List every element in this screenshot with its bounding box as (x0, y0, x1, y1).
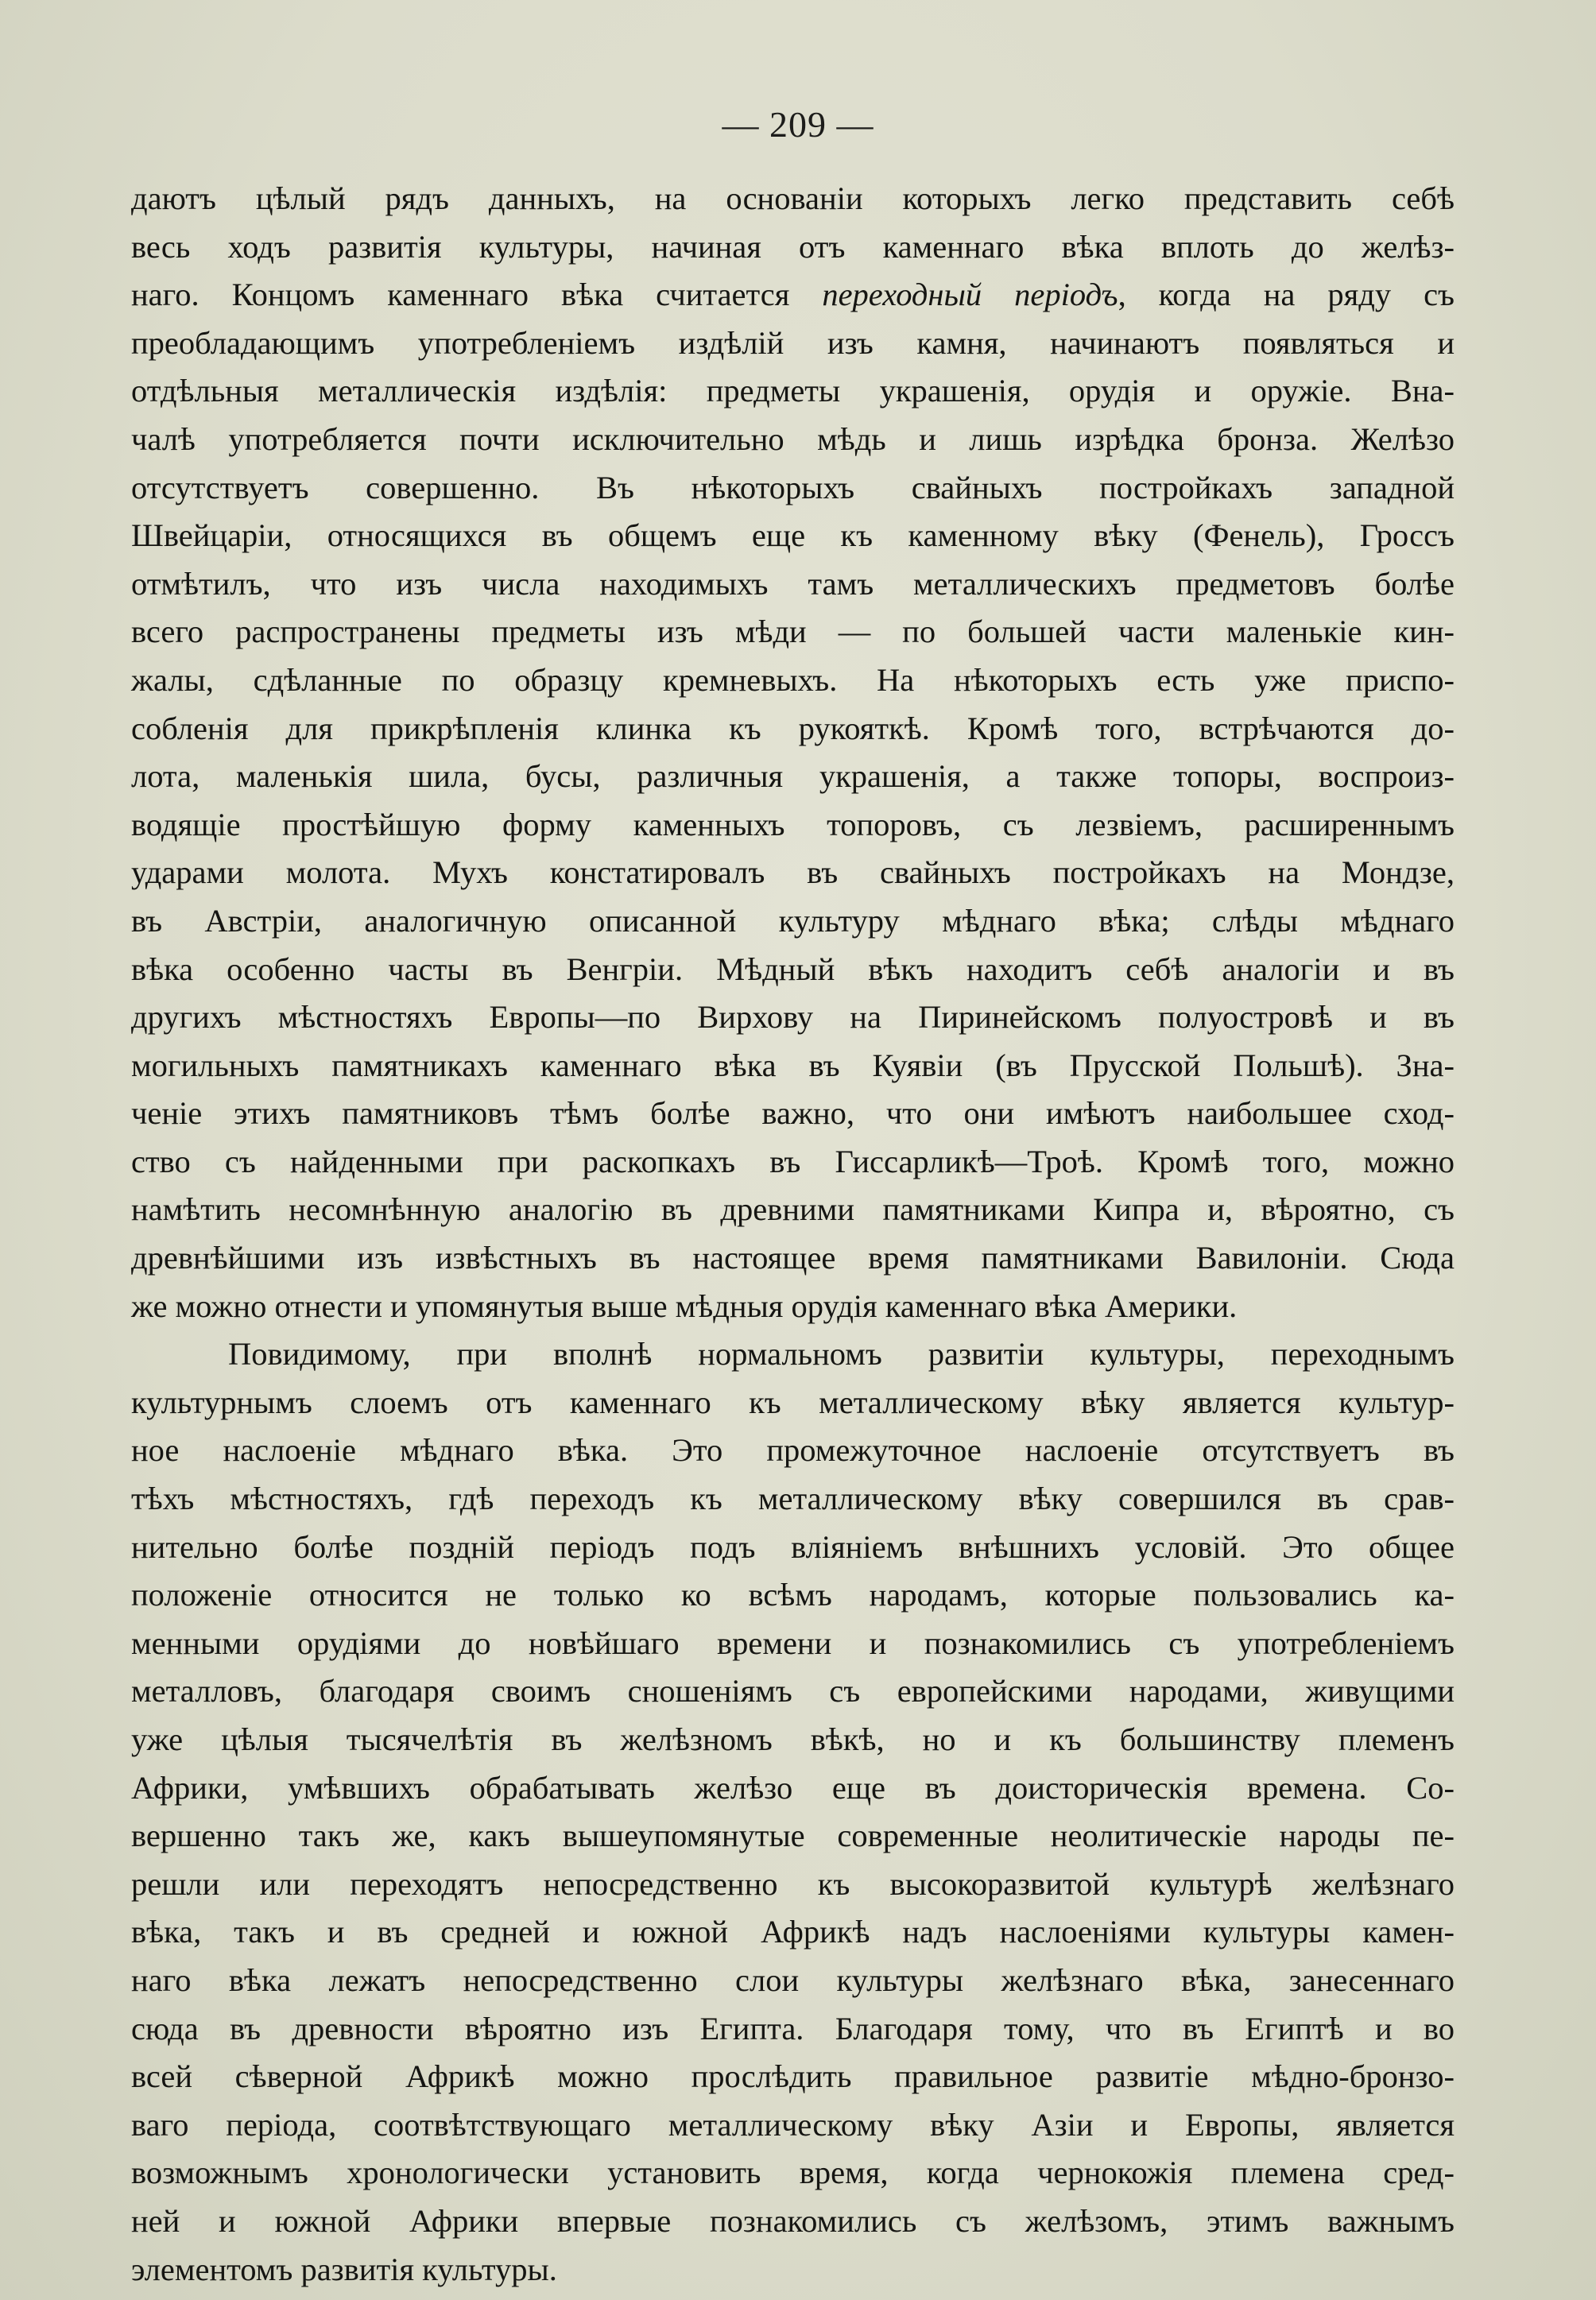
body-text (131, 175, 1455, 2294)
text-line: чалѣ употребляется почти исключительно мѣдь и лишь изрѣдка бронза. Желѣзо (131, 420, 1455, 457)
text-line: отсутствуетъ совершенно. Въ нѣкоторыхъ свайныхъ постройкахъ западной (131, 469, 1455, 505)
text-line: ней и южной Африки впервые познакомились съ желѣзомъ, этимъ важнымъ (131, 2202, 1455, 2239)
paragraph-1 (131, 175, 1455, 1330)
text-line: вѣка, такъ и въ средней и южной Африкѣ надъ наслоеніями культуры камен- (131, 1914, 1455, 1950)
text-line: отмѣтилъ, что изъ числа находимыхъ тамъ металлическихъ предметовъ болѣе (131, 565, 1455, 602)
text-line: лота, маленькія шила, бусы, различныя украшенія, а также топоры, воспроиз- (131, 758, 1455, 795)
text-line: положеніе относится не только ко всѣмъ народамъ, которые пользовались ка- (131, 1577, 1455, 1613)
text-line: вѣка особенно часты въ Венгріи. Мѣдный вѣкъ находитъ себѣ аналогіи и въ (131, 951, 1455, 987)
text-line: ченіе этихъ памятниковъ тѣмъ болѣе важно, что они имѣютъ наибольшее сход- (131, 1095, 1455, 1132)
paragraph-2 (131, 1330, 1455, 2294)
text-line: ваго періода, соотвѣтствующаго металлическому вѣку Азіи и Европы, является (131, 2106, 1455, 2143)
text-line: возможнымъ хронологически установить время, когда чернокожія племена сред- (131, 2155, 1455, 2191)
text-line: менными орудіями до новѣйшаго времени и познакомились съ употребленіемъ (131, 1624, 1455, 1661)
text-line: водящіе простѣйшую форму каменныхъ топоровъ, съ лезвіемъ, расширеннымъ (131, 806, 1455, 842)
text-line: ное наслоеніе мѣднаго вѣка. Это промежуточное наслоеніе отсутствуетъ въ (131, 1432, 1455, 1469)
text-line: металловъ, благодаря своимъ сношеніямъ съ европейскими народами, живущими (131, 1673, 1455, 1710)
text-line: преобладающимъ употребленіемъ издѣлій изъ камня, начинаютъ появляться и (131, 324, 1455, 361)
text-line: даютъ цѣлый рядъ данныхъ, на основаніи которыхъ легко представить себѣ (131, 180, 1455, 216)
text-line: уже цѣлыя тысячелѣтія въ желѣзномъ вѣкѣ, но и къ большинству племенъ (131, 1721, 1455, 1757)
text-line: нительно болѣе поздній періодъ подъ вліяніемъ внѣшнихъ условій. Это общее (131, 1528, 1455, 1565)
emphasized-term: переходный періодъ (822, 277, 1118, 313)
text-line: решли или переходятъ непосредственно къ высокоразвитой культурѣ желѣзнаго (131, 1865, 1455, 1902)
text-line: другихъ мѣстностяхъ Европы—по Вирхову на Пиринейскомъ полуостровѣ и въ (131, 999, 1455, 1036)
text-line: вершенно такъ же, какъ вышеупомянутые современные неолитическіе народы пе- (131, 1818, 1455, 1854)
text-line: могильныхъ памятникахъ каменнаго вѣка въ Куявіи (въ Прусской Польшѣ). Зна- (131, 1047, 1455, 1083)
text-line: Африки, умѣвшихъ обрабатывать желѣзо еще въ доисторическія времена. Со- (131, 1769, 1455, 1806)
text-line: всего распространены предметы изъ мѣди — по большей части маленькіе кин- (131, 614, 1455, 650)
text-line: ство съ найденными при раскопкахъ въ Гиссарликѣ—Троѣ. Кромѣ того, можно (131, 1143, 1455, 1179)
text-line: наго вѣка лежатъ непосредственно слои культуры желѣзнаго вѣка, занесеннаго (131, 1961, 1455, 1998)
text-line: ударами молота. Мухъ констатировалъ въ свайныхъ постройкахъ на Мондзе, (131, 854, 1455, 891)
text-line: отдѣльныя металлическія издѣлія: предметы украшенія, орудія и оружіе. Вна- (131, 373, 1455, 409)
text-line: элементомъ развитія культуры. (131, 2251, 557, 2287)
text-line: культурнымъ слоемъ отъ каменнаго къ металлическому вѣку является культур- (131, 1384, 1455, 1420)
text-line: весь ходъ развитія культуры, начиная отъ каменнаго вѣка вплоть до желѣз- (131, 228, 1455, 265)
text-line: Швейцаріи, относящихся въ общемъ еще къ каменному вѣку (Фенель), Гроссъ (131, 517, 1455, 554)
text-line: собленія для прикрѣпленія клинка къ рукояткѣ. Кромѣ того, встрѣчаются до- (131, 710, 1455, 746)
text-line: жалы, сдѣланные по образцу кремневыхъ. На нѣкоторыхъ есть уже приспо- (131, 661, 1455, 698)
text-line: наго. Концомъ каменнаго вѣка считается переходный періодъ, когда на ряду съ (131, 277, 1455, 313)
page-number: — 209 — (722, 104, 874, 145)
text-line: всей сѣверной Африкѣ можно прослѣдить правильное развитіе мѣдно-бронзо- (131, 2058, 1455, 2095)
text-line: сюда въ древности вѣроятно изъ Египта. Благодаря тому, что въ Египтѣ и во (131, 2010, 1455, 2046)
text-line: древнѣйшими изъ извѣстныхъ въ настоящее время памятниками Вавилоніи. Сюда (131, 1240, 1455, 1276)
text-line: намѣтить несомнѣнную аналогію въ древними памятниками Кипра и, вѣроятно, съ (131, 1191, 1455, 1228)
text-line: Повидимому, при вполнѣ нормальномъ развитіи культуры, переходнымъ (228, 1336, 1455, 1373)
text-line: въ Австріи, аналогичную описанной культуру мѣднаго вѣка; слѣды мѣднаго (131, 902, 1455, 939)
text-line: тѣхъ мѣстностяхъ, гдѣ переходъ къ металлическому вѣку совершился въ срав- (131, 1481, 1455, 1517)
text-line: же можно отнести и упомянутыя выше мѣдныя орудія каменнаго вѣка Америки. (131, 1287, 1238, 1324)
